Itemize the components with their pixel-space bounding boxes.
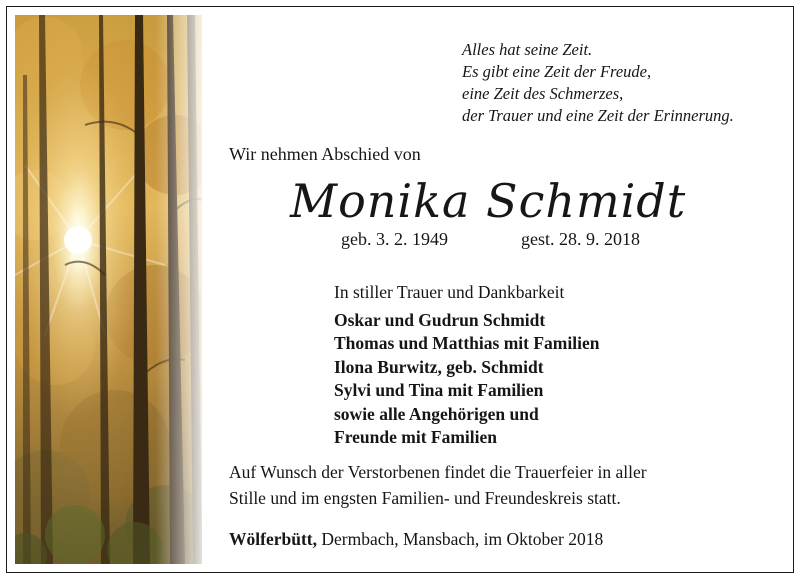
birth-date: geb. 3. 2. 1949 <box>341 229 448 249</box>
place-rest: Dermbach, Mansbach, im Oktober 2018 <box>316 529 604 549</box>
mourner-line: Ilona Burwitz, geb. Schmidt <box>334 356 544 377</box>
mourners-intro: In stiller Trauer und Dankbarkeit <box>334 282 565 302</box>
mourner-line: Freunde mit Familien <box>334 427 497 448</box>
mourners-list <box>334 309 599 449</box>
farewell-intro: Wir nehmen Abschied von <box>229 144 421 164</box>
poem-line: eine Zeit des Schmerzes, <box>462 84 624 103</box>
poem <box>462 39 787 127</box>
place-and-date <box>229 529 603 550</box>
obituary-card <box>6 6 794 573</box>
autumn-forest-photo <box>15 15 202 564</box>
place-bold: Wölferbütt, <box>229 529 317 549</box>
mourner-line: sowie alle Angehörigen und <box>334 403 539 424</box>
poem-line: Es gibt eine Zeit der Freude, <box>462 62 652 81</box>
deceased-name: Monika Schmidt <box>290 174 687 228</box>
notice-line: Auf Wunsch der Verstorbenen findet die Trauerfeier in aller <box>229 462 647 482</box>
mourner-line: Sylvi und Tina mit Familien <box>334 380 544 401</box>
notice-line: Stille und im engsten Familien- und Freundeskreis statt. <box>229 488 621 508</box>
mourner-line: Oskar und Gudrun Schmidt <box>334 310 546 330</box>
death-date: gest. 28. 9. 2018 <box>521 229 640 249</box>
poem-line: der Trauer und eine Zeit der Erinnerung. <box>462 106 734 125</box>
funeral-notice <box>229 459 647 511</box>
mourner-line: Thomas und Matthias mit Familien <box>334 333 600 354</box>
poem-line: Alles hat seine Zeit. <box>462 40 593 59</box>
